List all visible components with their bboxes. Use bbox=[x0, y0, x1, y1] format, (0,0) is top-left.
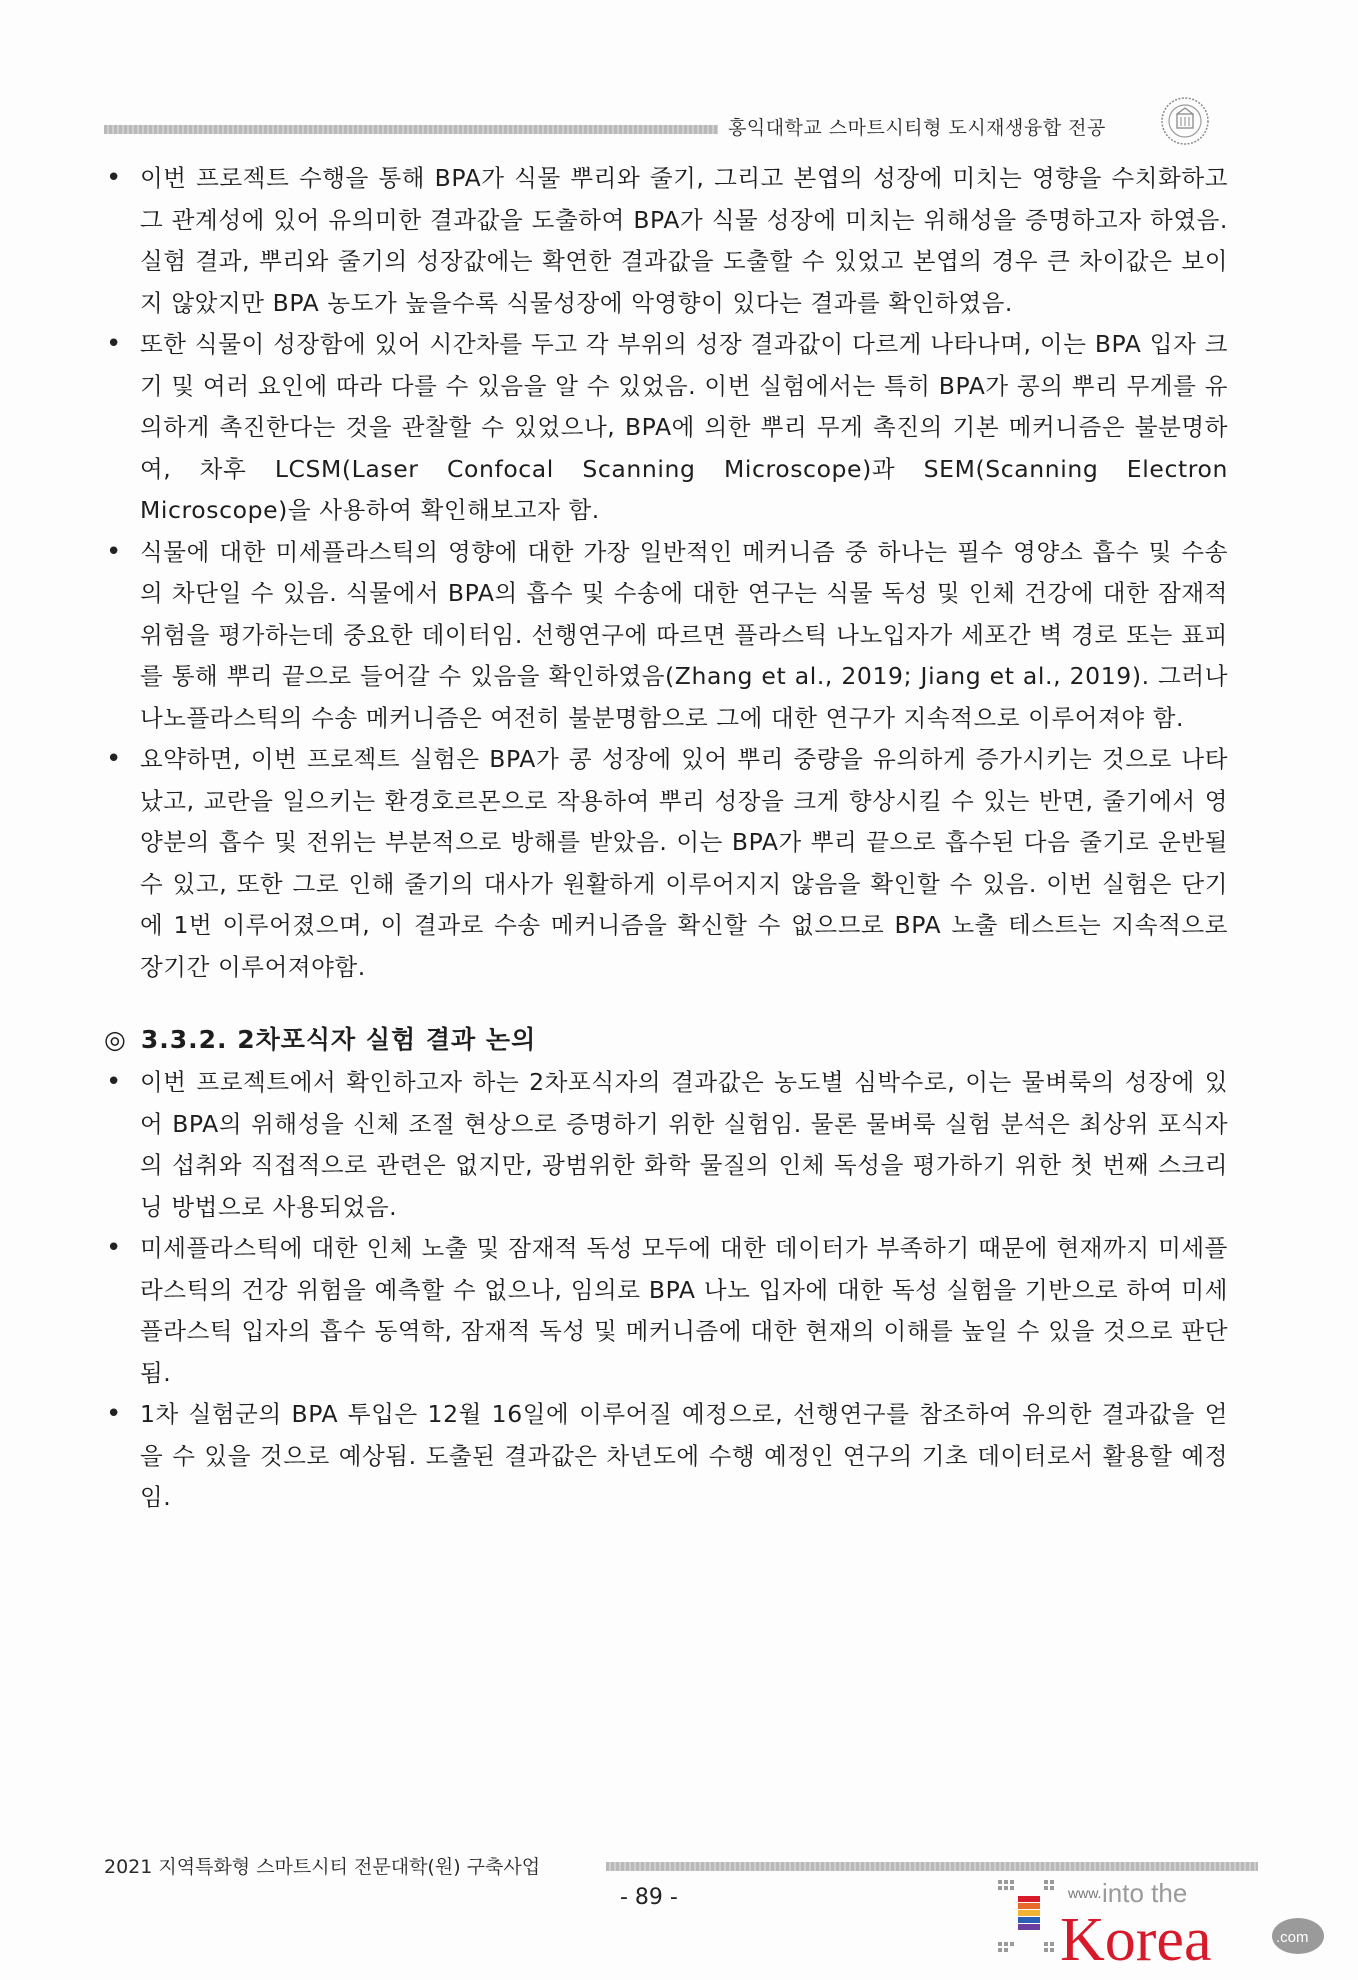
bullet-dot: • bbox=[106, 1067, 122, 1097]
watermark-prefix: www. bbox=[1068, 1885, 1102, 1901]
bullet-dot: • bbox=[106, 1233, 122, 1263]
paragraph-text: 이번 프로젝트 수행을 통해 BPA가 식물 뿌리와 줄기, 그리고 본엽의 성장에 미치는 영향을 수치화하고 그 관계성에 있어 유의미한 결과값을 도출하여 BPA가 식물 성장에 미치는 위해성을 증명하고자 하였음. 실험 결과, 뿌리와 줄기의 성장값에는 확연한 결과값을 도출할 수 있었고 본엽의 경우 큰 차이값은 보이지 않았지만 BPA 농도가 높을수록 식물성장에 악영향이 있다는 결과를 확인하였음. bbox=[140, 164, 1228, 317]
university-seal-icon bbox=[1160, 96, 1210, 146]
intothekorea-watermark-logo bbox=[994, 1872, 1330, 1972]
footer-rule bbox=[606, 1862, 1258, 1871]
bullet-dot: • bbox=[106, 163, 122, 193]
color-block-icon bbox=[1018, 1896, 1040, 1930]
paragraph-text: 요약하면, 이번 프로젝트 실험은 BPA가 콩 성장에 있어 뿌리 중량을 유의하게 증가시키는 것으로 나타났고, 교란을 일으키는 환경호르몬으로 작용하여 뿌리 성장을 크게 향상시킬 수 있는 반면, 줄기에서 영양분의 흡수 및 전위는 부분적으로 방해를 받았음. 이는 BPA가 뿌리 끝으로 흡수된 다음 줄기로 운반될 수 있고, 또한 그로 인해 줄기의 대사가 원활하게 이루어지지 않음을 확인할 수 있음. 이번 실험은 단기에 1번 이루어졌으며, 이 결과로 수송 메커니즘을 확신할 수 없으므로 BPA 노출 테스트는 지속적으로 장기간 이루어져야함. bbox=[140, 745, 1228, 981]
watermark-into: into the bbox=[1102, 1878, 1188, 1908]
bullet-dot: • bbox=[106, 329, 122, 359]
list-item bbox=[104, 532, 1228, 740]
section-heading-text: 3.3.2. 2차포식자 실험 결과 논의 bbox=[140, 1025, 537, 1054]
paragraph-text: 1차 실험군의 BPA 투입은 12월 16일에 이루어질 예정으로, 선행연구를 참조하여 유의한 결과값을 얻을 수 있을 것으로 예상됨. 도출된 결과값은 차년도에 수행 예정인 연구의 기초 데이터로서 활용할 예정임. bbox=[140, 1400, 1228, 1511]
list-item bbox=[104, 1062, 1228, 1228]
footer-title: 2021 지역특화형 스마트시티 전문대학(원) 구축사업 bbox=[104, 1856, 541, 1878]
list-item bbox=[104, 1228, 1228, 1394]
list-item bbox=[104, 324, 1228, 532]
bullet-dot: • bbox=[106, 536, 122, 567]
watermark-com: .com bbox=[1276, 1929, 1309, 1946]
paragraph-text: 미세플라스틱에 대한 인체 노출 및 잠재적 독성 모두에 대한 데이터가 부족하기 때문에 현재까지 미세플라스틱의 건강 위험을 예측할 수 없으나, 임의로 BPA 나노 입자에 대한 독성 실험을 기반으로 하여 미세플라스틱 입자의 흡수 동역학, 잠재적 독성 및 메커니즘에 대한 현재의 이해를 높일 수 있을 것으로 판단됨. bbox=[140, 1234, 1228, 1387]
paragraph-text: 또한 식물이 성장함에 있어 시간차를 두고 각 부위의 성장 결과값이 다르게 나타나며, 이는 BPA 입자 크기 및 여러 요인에 따라 다를 수 있음을 알 수 있었음. 이번 실험에서는 특히 BPA가 콩의 뿌리 무게를 유의하게 촉진한다는 것을 관찰할 수 있었으나, BPA에 의한 뿌리 무게 촉진의 기본 메커니즘은 불분명하여, 차후 LCSM(Laser Confocal Scanning Microscope)과 SEM(Scanning Electron Microscope)을 사용하여 확인해보고자 함. bbox=[140, 330, 1228, 524]
list-item bbox=[104, 1394, 1228, 1519]
bullet-dot: • bbox=[106, 744, 122, 774]
list-item bbox=[104, 739, 1228, 988]
section-heading bbox=[104, 1020, 1228, 1060]
watermark-korea: Korea bbox=[1060, 1906, 1212, 1972]
double-circle-icon: ◎ bbox=[104, 1025, 127, 1054]
section-b-list bbox=[104, 1062, 1228, 1519]
paragraph-text: 식물에 대한 미세플라스틱의 영향에 대한 가장 일반적인 메커니즘 중 하나는 필수 영양소 흡수 및 수송의 차단일 수 있음. 식물에서 BPA의 흡수 및 수송에 대한 연구는 식물 독성 및 인체 건강에 대한 잠재적 위험을 평가하는데 중요한 데이터임. 선행연구에 따르면 플라스틱 나노입자가 세포간 벽 경로 또는 표피를 통해 뿌리 끝으로 들어갈 수 있음을 확인하였음(Zhang et al., 2019; Jiang et al., 2019). 그러나 나노플라스틱의 수송 메커니즘은 여전히 불분명함으로 그에 대한 연구가 지속적으로 이루어져야 함. bbox=[140, 537, 1228, 732]
header-title: 홍익대학교 스마트시티형 도시재생융합 전공 bbox=[728, 117, 1106, 139]
document-body bbox=[104, 158, 1228, 1519]
page-number: - 89 - bbox=[620, 1885, 678, 1910]
list-item bbox=[104, 158, 1228, 324]
bullet-dot: • bbox=[106, 1399, 122, 1429]
section-a-list bbox=[104, 158, 1228, 988]
paragraph-text: 이번 프로젝트에서 확인하고자 하는 2차포식자의 결과값은 농도별 심박수로, 이는 물벼룩의 성장에 있어 BPA의 위해성을 신체 조절 현상으로 증명하기 위한 실험임. 물론 물벼룩 실험 분석은 최상위 포식자의 섭취와 직접적으로 관련은 없지만, 광범위한 화학 물질의 인체 독성을 평가하기 위한 첫 번째 스크리닝 방법으로 사용되었음. bbox=[140, 1068, 1228, 1221]
header-rule bbox=[104, 125, 718, 134]
